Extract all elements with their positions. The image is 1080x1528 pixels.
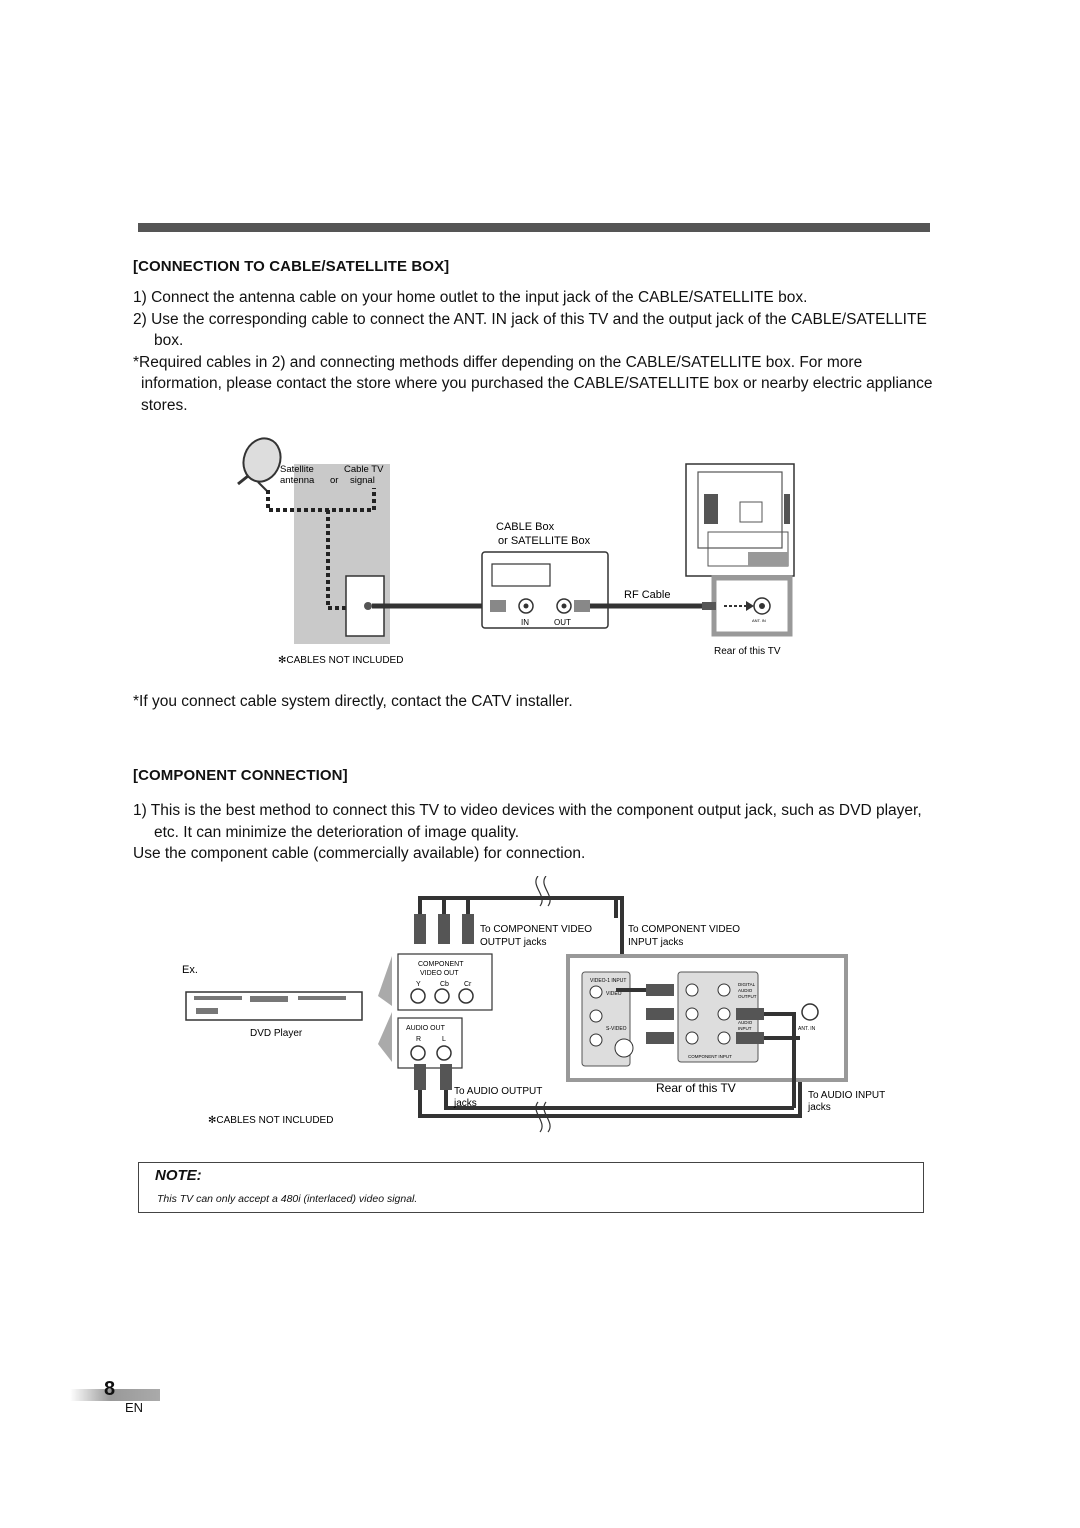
page-language: EN: [125, 1400, 144, 1415]
to-audio-output-1: To AUDIO OUTPUT: [454, 1086, 543, 1097]
satellite-label-2: antenna: [280, 475, 315, 486]
cable-box-label-2: or SATELLITE Box: [498, 535, 591, 547]
in-connector: [490, 600, 506, 612]
dvd-player-label: DVD Player: [250, 1028, 303, 1039]
r-label: R: [416, 1036, 422, 1043]
cr-label: Cr: [464, 981, 472, 988]
satellite-label-1: Satellite: [280, 464, 314, 475]
digital-label-3: OUTPUT: [738, 994, 757, 999]
to-comp-video-input-2: INPUT jacks: [628, 937, 684, 948]
comp-cr-in-jack-icon: [686, 1032, 698, 1044]
plug-cb: [438, 914, 450, 944]
component-label-1: COMPONENT: [418, 961, 464, 968]
video-jack-icon: [590, 986, 602, 998]
top-rule: [138, 223, 930, 232]
note-text: This TV can only accept a 480i (interlaced) video signal.: [157, 1193, 418, 1205]
out-connector: [574, 600, 590, 612]
svideo-jack-icon: [615, 1039, 633, 1057]
audio-in-r-jack-icon: [718, 1032, 730, 1044]
cr-jack-icon: [459, 989, 473, 1003]
to-audio-output-2: jacks: [454, 1098, 477, 1109]
y-jack-icon: [411, 989, 425, 1003]
audio-r-in-jack-icon: [590, 1034, 602, 1046]
comp-cb-in-jack-icon: [686, 1008, 698, 1020]
audio-input-label-1: AUDIO: [738, 1020, 753, 1025]
catv-note: *If you connect cable system directly, contact the CATV installer.: [133, 693, 573, 710]
digital-label-1: DIGITAL: [738, 982, 756, 987]
to-comp-video-output-1: To COMPONENT VIDEO: [480, 924, 593, 935]
cable-satellite-diagram: [228, 436, 808, 668]
ant-in-label: ANT. IN: [752, 618, 766, 623]
component-connection-diagram: [170, 876, 910, 1136]
component-input-label: COMPONENT INPUT: [688, 1054, 732, 1059]
audio-l-in-jack-icon: [590, 1010, 602, 1022]
plug-y: [414, 914, 426, 944]
in-label: IN: [521, 618, 529, 627]
section1-required-note: *Required cables in 2) and connecting methods differ depending on the CABLE/SATELLITE box. For more information, please contact the store where you purchased the CABLE/SATELLITE box or nearby electric appliance stores.: [133, 353, 933, 414]
section2-instructions: [133, 800, 933, 865]
audio-l-jack-icon: [437, 1046, 451, 1060]
section1-step1: 1) Connect the antenna cable on your home outlet to the input jack of the CABLE/SATELLITE box.: [133, 289, 808, 306]
ant-in-label: ANT. IN: [798, 1026, 816, 1032]
cable-tv-label-1: Cable TV: [344, 464, 384, 475]
audio-out-label: AUDIO OUT: [406, 1025, 445, 1032]
cable-tv-label-2: signal: [350, 475, 375, 486]
to-comp-video-output-2: OUTPUT jacks: [480, 937, 547, 948]
outlet-jack-icon: [364, 602, 372, 610]
rf-cable-label: RF Cable: [624, 589, 671, 601]
video1-input-label: VIDEO-1 INPUT: [590, 978, 627, 984]
digital-label-2: AUDIO: [738, 988, 753, 993]
video-label: VIDEO: [606, 991, 622, 997]
note-title: NOTE:: [155, 1167, 202, 1184]
audio-input-label-2: INPUT: [738, 1026, 752, 1031]
plug-audio-r: [414, 1064, 426, 1090]
component-label-2: VIDEO OUT: [420, 970, 459, 977]
cable-box-display: [492, 564, 550, 586]
audio-in-l-jack-icon: [718, 1008, 730, 1020]
or-label: or: [330, 475, 339, 486]
note-box: [138, 1162, 924, 1213]
cable-box-label-1: CABLE Box: [496, 521, 555, 533]
section-title-cable-satellite: [CONNECTION TO CABLE/SATELLITE BOX]: [133, 258, 450, 275]
to-audio-input-2: jacks: [808, 1102, 831, 1113]
plug-audio-l: [440, 1064, 452, 1090]
rear-tv-label: Rear of this TV: [656, 1081, 736, 1095]
section2-step1: 1) This is the best method to connect this TV to video devices with the component output jack, such as DVD player, etc. It can minimize the deterioration of image quality.: [133, 802, 922, 841]
tv-rear-icon: [686, 464, 794, 576]
out-label: OUT: [554, 618, 571, 627]
page-number: 8: [104, 1378, 116, 1400]
comp-y-in-jack-icon: [686, 984, 698, 996]
section-title-component: [COMPONENT CONNECTION]: [133, 767, 348, 784]
digital-audio-jack-icon: [718, 984, 730, 996]
dvd-player-icon: [186, 992, 362, 1020]
section1-instructions: [133, 287, 933, 416]
plug-cr: [462, 914, 474, 944]
ex-label: Ex.: [182, 964, 198, 976]
l-label: L: [442, 1036, 446, 1043]
to-audio-input-1: To AUDIO INPUT: [808, 1090, 886, 1101]
cables-not-included: ✻CABLES NOT INCLUDED: [208, 1115, 334, 1126]
rear-tv-label: Rear of this TV: [714, 646, 781, 657]
section1-step2: 2) Use the corresponding cable to connect the ANT. IN jack of this TV and the output jack of the CABLE/SATELLITE box.: [133, 310, 927, 349]
to-comp-video-input-1: To COMPONENT VIDEO: [628, 924, 741, 935]
cb-label: Cb: [440, 981, 449, 988]
audio-r-jack-icon: [411, 1046, 425, 1060]
y-label: Y: [416, 981, 421, 988]
cables-not-included: ✻CABLES NOT INCLUDED: [278, 655, 404, 666]
cb-jack-icon: [435, 989, 449, 1003]
section2-step1b: Use the component cable (commercially available) for connection.: [133, 845, 586, 862]
svideo-label: S-VIDEO: [606, 1026, 627, 1032]
ant-in-jack-icon: [802, 1004, 818, 1020]
